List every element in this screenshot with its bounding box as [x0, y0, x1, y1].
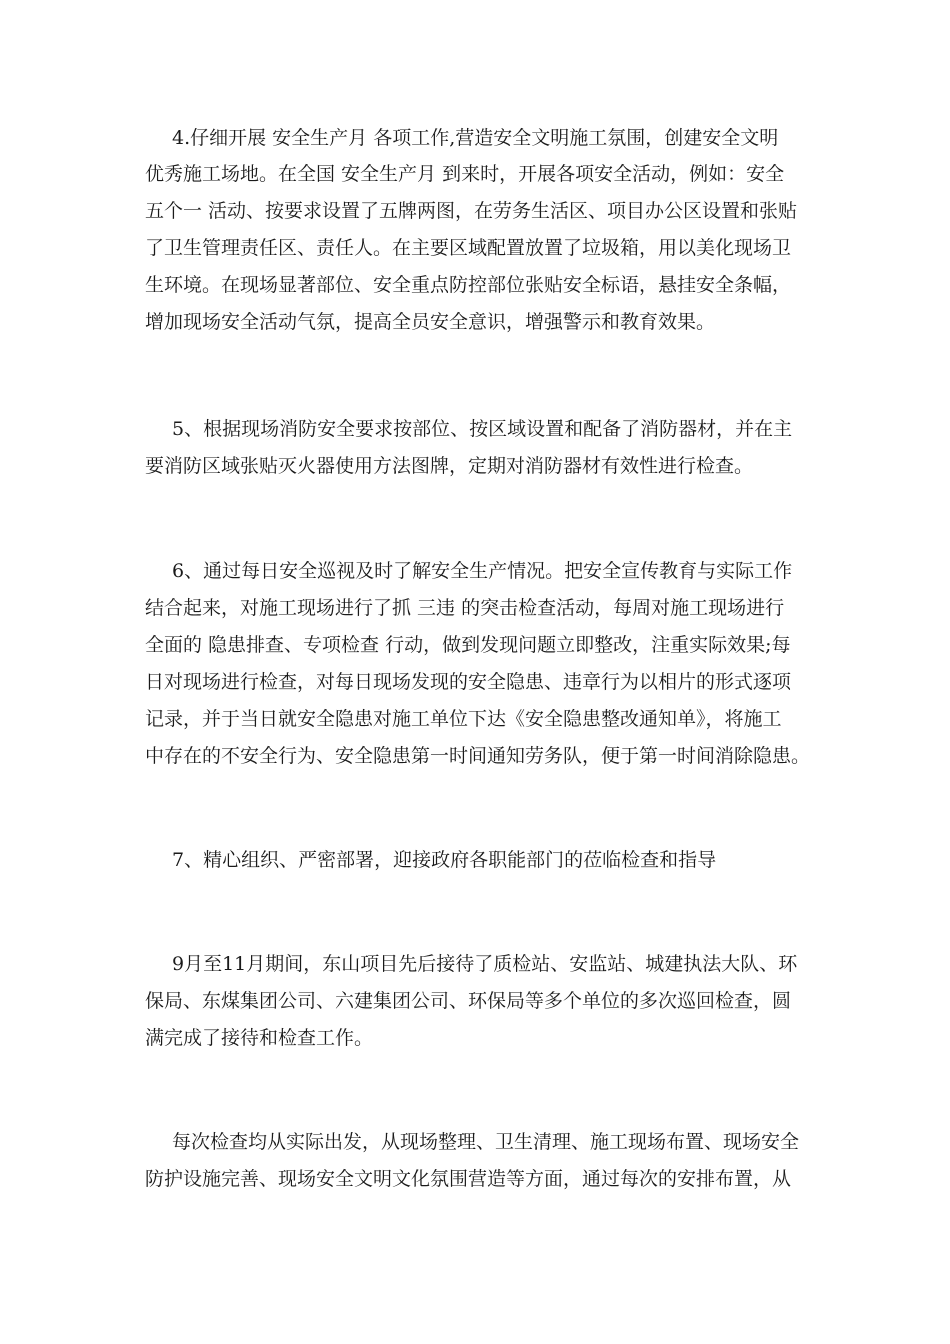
paragraph-9-line-2: 防护设施完善、现场安全文明文化氛围营造等方面，通过每次的安排布置，从 — [145, 1168, 792, 1190]
paragraph-4-line-5: 生环境。在现场显著部位、安全重点防控部位张贴安全标语，悬挂安全条幅， — [145, 274, 792, 296]
paragraph-4-line-4: 了卫生管理责任区、责任人。在主要区域配置放置了垃圾箱，用以美化现场卫 — [145, 237, 792, 259]
paragraph-4-line-3: 五个一 活动、按要求设置了五牌两图，在劳务生活区、项目办公区设置和张贴 — [145, 200, 798, 222]
paragraph-4-line-2: 优秀施工场地。在全国 安全生产月 到来时，开展各项安全活动，例如：安全 — [145, 163, 785, 185]
paragraph-8-line-2: 保局、东煤集团公司、六建集团公司、环保局等多个单位的多次巡回检查，圆 — [145, 990, 792, 1012]
paragraph-6-line-5: 记录，并于当日就安全隐患对施工单位下达《安全隐患整改通知单》，将施工 — [145, 708, 782, 730]
paragraph-8-line-3: 满完成了接待和检查工作。 — [145, 1027, 374, 1049]
paragraph-8-line-1: 9月至11月期间，东山项目先后接待了质检站、安监站、城建执法大队、环 — [172, 953, 798, 975]
paragraph-5-line-1: 5、根据现场消防安全要求按部位、按区域设置和配备了消防器材，并在主 — [172, 418, 793, 440]
paragraph-7-line-1: 7、精心组织、严密部署，迎接政府各职能部门的莅临检查和指导 — [172, 849, 717, 871]
paragraph-4-line-6: 增加现场安全活动气氛，提高全员安全意识，增强警示和教育效果。 — [145, 311, 716, 333]
paragraph-6-line-2: 结合起来，对施工现场进行了抓 三违 的突击检查活动，每周对施工现场进行 — [145, 597, 785, 619]
paragraph-6-line-6: 中存在的不安全行为、安全隐患第一时间通知劳务队，便于第一时间消除隐患。 — [145, 745, 811, 767]
paragraph-5-line-2: 要消防区域张贴灭火器使用方法图牌，定期对消防器材有效性进行检查。 — [145, 455, 754, 477]
paragraph-6-line-3: 全面的 隐患排查、专项检查 行动，做到发现问题立即整改，注重实际效果;每 — [145, 634, 791, 656]
paragraph-9-line-1: 每次检查均从实际出发，从现场整理、卫生清理、施工现场布置、现场安全 — [172, 1131, 800, 1153]
paragraph-4-line-1: 4.仔细开展 安全生产月 各项工作,营造安全文明施工氛围，创建安全文明 — [172, 127, 779, 149]
paragraph-6-line-1: 6、通过每日安全巡视及时了解安全生产情况。把安全宣传教育与实际工作 — [172, 560, 793, 582]
paragraph-6-line-4: 日对现场进行检查，对每日现场发现的安全隐患、违章行为以相片的形式逐项 — [145, 671, 792, 693]
